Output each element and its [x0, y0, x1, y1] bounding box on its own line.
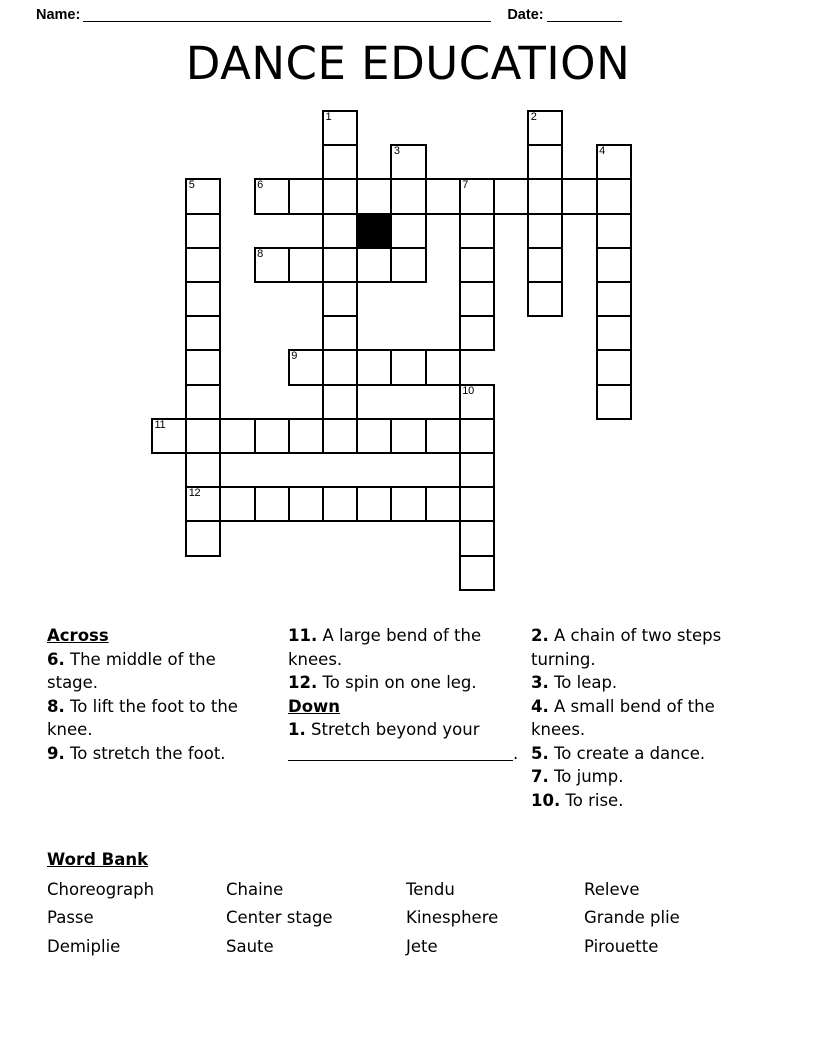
word-bank-item: Pirouette [584, 936, 659, 956]
clue-text: To create a dance. [548, 743, 706, 763]
word-bank-item: Jete [406, 936, 438, 956]
grid-cell[interactable] [527, 281, 563, 317]
clue-item [531, 624, 771, 671]
clue-number: 7. [531, 767, 549, 786]
grid-cell[interactable] [288, 486, 324, 522]
clue-text: A chain of two steps turning. [531, 626, 722, 669]
word-bank-item: Demiplie [47, 936, 121, 956]
grid-cell[interactable] [390, 144, 426, 180]
clue-text: To stretch the foot. [64, 743, 226, 763]
clues-column-2 [288, 624, 520, 765]
clue-item [288, 671, 520, 695]
grid-cell[interactable] [390, 486, 426, 522]
grid-cell[interactable] [596, 213, 632, 249]
clue-text: To jump. [548, 767, 624, 786]
grid-cell[interactable] [288, 247, 324, 283]
grid-cell[interactable] [459, 520, 495, 556]
clue-number: 11. [288, 626, 318, 645]
grid-cell-number: 11 [154, 418, 166, 431]
grid-cell[interactable] [459, 555, 495, 591]
grid-cell[interactable] [254, 486, 290, 522]
clue-number: 5. [531, 743, 549, 763]
word-bank-item: Saute [226, 936, 274, 956]
down-heading: Down [288, 696, 341, 716]
grid-cell[interactable] [425, 178, 461, 214]
clue-item [531, 765, 771, 789]
grid-cell[interactable] [425, 418, 461, 454]
grid-cell[interactable] [596, 384, 632, 420]
grid-cell[interactable] [322, 349, 358, 385]
grid-cell[interactable] [527, 144, 563, 180]
grid-cell-number: 10 [462, 384, 474, 397]
grid-cell[interactable] [185, 486, 221, 522]
clue-item [288, 718, 520, 765]
grid-cell-number: 8 [257, 247, 263, 260]
clue-text: To rise. [560, 790, 624, 810]
grid-cell[interactable] [322, 315, 358, 351]
grid-cell[interactable] [322, 144, 358, 180]
grid-cell[interactable] [185, 315, 221, 351]
clue-text: To spin on one leg. [317, 673, 477, 692]
grid-cell[interactable] [185, 213, 221, 249]
grid-cell[interactable] [459, 178, 495, 214]
word-bank-item: Tendu [406, 879, 455, 899]
word-bank-item: Passe [47, 908, 94, 927]
grid-cell[interactable] [425, 349, 461, 385]
grid-cell[interactable] [254, 178, 290, 214]
clue-number: 10. [531, 790, 561, 810]
word-bank-item: Center stage [226, 908, 333, 927]
grid-cell[interactable] [185, 384, 221, 420]
grid-cell[interactable] [493, 178, 529, 214]
grid-cell[interactable] [459, 281, 495, 317]
clue-item [288, 624, 520, 671]
across-heading: Across [47, 626, 109, 645]
grid-cell[interactable] [425, 486, 461, 522]
date-label: Date: [507, 7, 544, 23]
grid-cell[interactable] [185, 281, 221, 317]
clue-number: 12. [288, 673, 318, 692]
grid-cell[interactable] [596, 349, 632, 385]
grid-cell[interactable] [390, 213, 426, 249]
grid-cell[interactable] [185, 247, 221, 283]
grid-cell[interactable] [322, 110, 358, 146]
grid-cell[interactable] [459, 315, 495, 351]
grid-cell-blocked [356, 213, 392, 249]
grid-cell[interactable] [459, 418, 495, 454]
clue-item [531, 742, 771, 766]
grid-cell[interactable] [322, 384, 358, 420]
grid-cell[interactable] [527, 110, 563, 146]
grid-cell[interactable] [390, 418, 426, 454]
grid-cell[interactable] [254, 418, 290, 454]
grid-cell[interactable] [254, 247, 290, 283]
grid-cell[interactable] [185, 520, 221, 556]
grid-cell[interactable] [390, 178, 426, 214]
grid-cell-number: 1 [325, 111, 332, 123]
grid-cell-number: 9 [291, 350, 298, 363]
clues-column-3 [531, 624, 771, 812]
grid-cell[interactable] [596, 144, 632, 180]
grid-cell[interactable] [185, 418, 221, 454]
clue-number: 3. [531, 673, 549, 692]
clue-number: 9. [47, 743, 65, 763]
clue-number: 4. [531, 696, 549, 716]
word-bank-heading: Word Bank [47, 850, 149, 869]
grid-cell[interactable] [356, 486, 392, 522]
grid-cell[interactable] [596, 247, 632, 283]
clue-item [531, 789, 771, 813]
grid-cell[interactable] [356, 418, 392, 454]
clue-text-tail: . [513, 743, 519, 763]
grid-cell[interactable] [185, 452, 221, 488]
grid-cell[interactable] [459, 247, 495, 283]
grid-cell[interactable] [185, 178, 221, 214]
clue-answer-blank[interactable] [288, 745, 513, 761]
clue-number: 8. [47, 696, 65, 716]
clue-item [47, 648, 272, 695]
grid-cell-number: 4 [599, 145, 605, 158]
grid-cell[interactable] [527, 247, 563, 283]
grid-cell[interactable] [561, 178, 597, 214]
grid-cell-number: 5 [188, 179, 195, 192]
grid-cell[interactable] [596, 315, 632, 351]
grid-cell[interactable] [527, 178, 563, 214]
grid-cell[interactable] [596, 281, 632, 317]
name-label: Name: [36, 7, 81, 23]
grid-cell[interactable] [356, 178, 392, 214]
grid-cell[interactable] [596, 178, 632, 214]
word-bank-item: Kinesphere [406, 908, 499, 927]
clue-number: 2. [531, 626, 549, 645]
clue-number: 1. [288, 720, 306, 739]
grid-cell[interactable] [219, 418, 255, 454]
grid-cell-number: 12 [188, 487, 201, 500]
grid-cell[interactable] [356, 349, 392, 385]
grid-cell[interactable] [288, 418, 324, 454]
clue-text: The middle of the stage. [47, 649, 216, 692]
clue-text: To lift the foot to the knee. [47, 696, 238, 739]
word-bank-item: Grande plie [584, 908, 680, 927]
clue-item [47, 695, 272, 742]
grid-cell[interactable] [390, 349, 426, 385]
page-title: DANCE EDUCATION [185, 37, 631, 90]
grid-cell[interactable] [322, 247, 358, 283]
word-bank-item: Choreograph [47, 879, 155, 899]
grid-cell[interactable] [459, 384, 495, 420]
clue-text: To leap. [548, 673, 618, 692]
grid-cell[interactable] [322, 281, 358, 317]
word-bank-list [47, 876, 777, 962]
grid-cell-number: 3 [393, 145, 400, 158]
grid-cell[interactable] [219, 486, 255, 522]
clue-item [531, 695, 771, 742]
grid-cell[interactable] [459, 486, 495, 522]
grid-cell[interactable] [322, 486, 358, 522]
word-bank-item: Chaine [226, 879, 284, 899]
clue-item [47, 742, 272, 766]
word-bank-section [47, 846, 777, 961]
clue-text: Stretch beyond your [305, 720, 480, 739]
grid-cell-number: 2 [530, 111, 537, 123]
grid-cell[interactable] [322, 418, 358, 454]
clue-item [531, 671, 771, 695]
clues-column-1 [47, 624, 272, 765]
grid-cell[interactable] [459, 213, 495, 249]
grid-cell[interactable] [288, 178, 324, 214]
grid-cell-number: 7 [462, 179, 469, 192]
grid-cell[interactable] [356, 247, 392, 283]
grid-cell[interactable] [322, 178, 358, 214]
grid-cell[interactable] [151, 418, 187, 454]
grid-cell[interactable] [288, 349, 324, 385]
grid-cell[interactable] [390, 247, 426, 283]
grid-cell[interactable] [527, 213, 563, 249]
grid-cell[interactable] [322, 213, 358, 249]
clues-section [0, 624, 816, 834]
grid-cell-number: 6 [257, 179, 263, 192]
clue-text: A large bend of the knees. [288, 626, 482, 669]
word-bank-item: Releve [584, 879, 640, 899]
grid-cell[interactable] [185, 349, 221, 385]
clue-number: 6. [47, 649, 65, 669]
clue-text: A small bend of the knees. [531, 696, 715, 739]
grid-cell[interactable] [459, 452, 495, 488]
